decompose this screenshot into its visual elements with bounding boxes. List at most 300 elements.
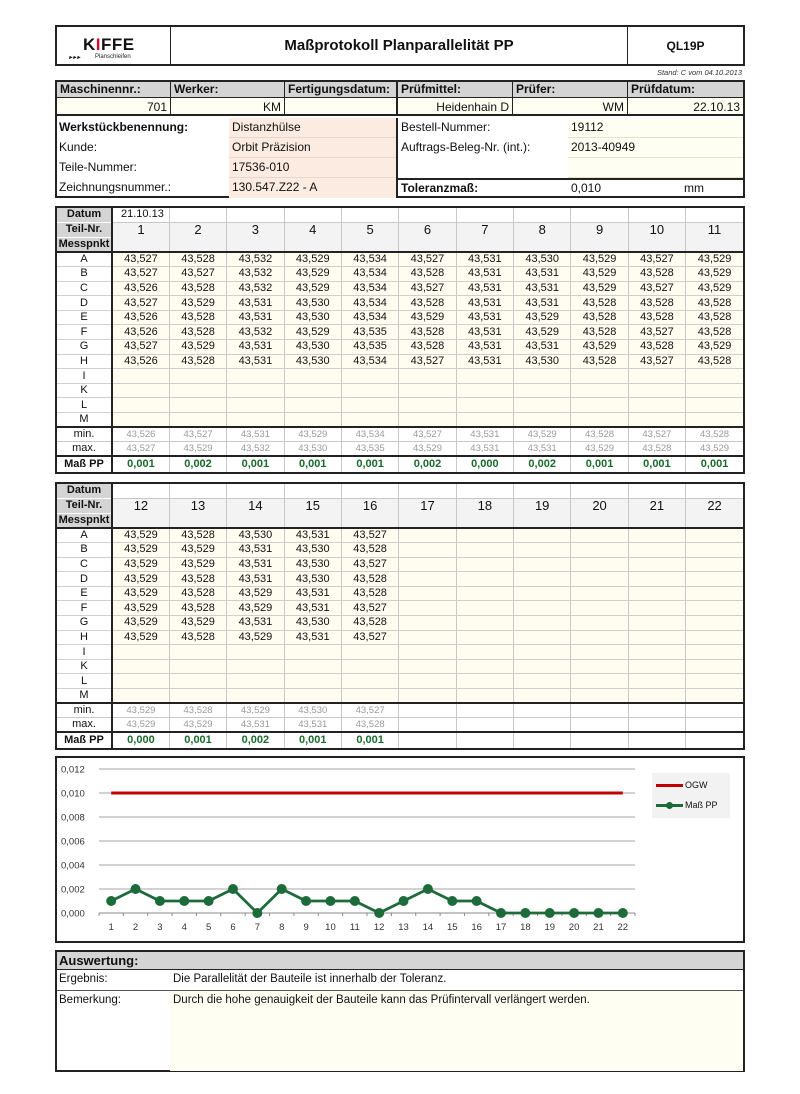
measurement-cell[interactable] (628, 528, 685, 543)
measurement-cell[interactable]: 43,528 (341, 586, 398, 601)
measurement-cell[interactable]: 43,528 (341, 572, 398, 587)
measurement-cell[interactable] (399, 383, 456, 398)
measurement-cell[interactable] (628, 398, 685, 413)
measurement-cell[interactable]: 43,529 (112, 557, 169, 572)
measurement-cell[interactable]: 43,531 (227, 340, 284, 355)
measurement-cell[interactable]: 43,530 (284, 296, 341, 311)
measurement-cell[interactable]: 43,529 (169, 616, 226, 631)
measurement-cell[interactable] (112, 659, 169, 674)
measurement-cell[interactable] (628, 586, 685, 601)
measurement-cell[interactable]: 43,529 (169, 543, 226, 558)
measurement-cell[interactable] (571, 645, 628, 660)
measurement-cell[interactable]: 43,528 (169, 630, 226, 645)
measurement-cell[interactable]: 43,529 (284, 325, 341, 340)
measurement-cell[interactable] (686, 630, 743, 645)
measurement-cell[interactable]: 43,528 (571, 354, 628, 369)
measurement-cell[interactable]: 43,531 (284, 528, 341, 543)
measurement-cell[interactable] (169, 413, 226, 428)
measurement-cell[interactable] (456, 383, 513, 398)
measurement-cell[interactable]: 43,527 (399, 252, 456, 267)
measurement-cell[interactable]: 43,531 (514, 281, 571, 296)
measurement-cell[interactable] (227, 689, 284, 704)
measurement-cell[interactable]: 43,527 (628, 325, 685, 340)
measurement-cell[interactable]: 43,528 (169, 528, 226, 543)
measurement-cell[interactable] (514, 557, 571, 572)
measurement-cell[interactable] (227, 645, 284, 660)
measurement-cell[interactable] (686, 616, 743, 631)
measurement-cell[interactable] (169, 689, 226, 704)
measurement-cell[interactable] (399, 369, 456, 384)
field-pruefmittel[interactable]: Heidenhain D (398, 98, 513, 114)
measurement-cell[interactable]: 43,527 (112, 252, 169, 267)
measurement-cell[interactable] (571, 601, 628, 616)
measurement-cell[interactable]: 43,535 (341, 325, 398, 340)
measurement-cell[interactable] (284, 645, 341, 660)
datum-cell[interactable] (284, 208, 341, 222)
measurement-cell[interactable] (399, 616, 456, 631)
measurement-cell[interactable]: 43,530 (514, 354, 571, 369)
measurement-cell[interactable] (227, 398, 284, 413)
measurement-cell[interactable]: 43,528 (169, 586, 226, 601)
measurement-cell[interactable]: 43,530 (284, 557, 341, 572)
measurement-cell[interactable]: 43,527 (399, 354, 456, 369)
measurement-cell[interactable]: 43,534 (341, 310, 398, 325)
measurement-cell[interactable]: 43,530 (284, 572, 341, 587)
measurement-cell[interactable] (399, 528, 456, 543)
measurement-cell[interactable]: 43,528 (628, 310, 685, 325)
measurement-cell[interactable] (571, 572, 628, 587)
measurement-cell[interactable] (456, 616, 513, 631)
measurement-cell[interactable]: 43,528 (686, 354, 743, 369)
measurement-cell[interactable]: 43,529 (686, 267, 743, 282)
measurement-cell[interactable]: 43,529 (112, 630, 169, 645)
measurement-cell[interactable] (341, 398, 398, 413)
datum-cell[interactable] (169, 484, 226, 498)
measurement-cell[interactable] (571, 674, 628, 689)
measurement-cell[interactable] (571, 557, 628, 572)
datum-cell[interactable] (571, 484, 628, 498)
measurement-cell[interactable] (571, 630, 628, 645)
measurement-cell[interactable] (227, 413, 284, 428)
measurement-cell[interactable]: 43,527 (628, 281, 685, 296)
measurement-cell[interactable] (169, 369, 226, 384)
measurement-cell[interactable] (571, 616, 628, 631)
measurement-cell[interactable]: 43,528 (686, 310, 743, 325)
measurement-cell[interactable] (686, 413, 743, 428)
measurement-cell[interactable] (169, 645, 226, 660)
measurement-cell[interactable] (399, 630, 456, 645)
measurement-cell[interactable]: 43,529 (571, 281, 628, 296)
measurement-cell[interactable]: 43,528 (341, 616, 398, 631)
measurement-cell[interactable] (628, 689, 685, 704)
measurement-cell[interactable] (284, 413, 341, 428)
measurement-cell[interactable] (399, 398, 456, 413)
measurement-cell[interactable] (399, 601, 456, 616)
datum-cell[interactable] (628, 208, 685, 222)
measurement-cell[interactable] (514, 543, 571, 558)
measurement-cell[interactable] (686, 369, 743, 384)
measurement-cell[interactable] (399, 413, 456, 428)
measurement-cell[interactable] (514, 383, 571, 398)
measurement-cell[interactable]: 43,530 (284, 616, 341, 631)
measurement-cell[interactable]: 43,534 (341, 354, 398, 369)
measurement-cell[interactable]: 43,528 (571, 310, 628, 325)
measurement-cell[interactable]: 43,528 (686, 296, 743, 311)
measurement-cell[interactable]: 43,527 (341, 557, 398, 572)
measurement-cell[interactable] (341, 689, 398, 704)
measurement-cell[interactable]: 43,527 (112, 340, 169, 355)
field-teilenummer[interactable]: 17536-010 (229, 158, 396, 178)
measurement-cell[interactable] (514, 659, 571, 674)
measurement-cell[interactable] (571, 659, 628, 674)
measurement-cell[interactable] (628, 383, 685, 398)
measurement-cell[interactable]: 43,529 (514, 325, 571, 340)
measurement-cell[interactable] (686, 528, 743, 543)
measurement-cell[interactable]: 43,528 (341, 543, 398, 558)
measurement-cell[interactable] (571, 369, 628, 384)
measurement-cell[interactable] (686, 659, 743, 674)
field-pruefdatum[interactable]: 22.10.13 (628, 98, 743, 114)
measurement-cell[interactable] (456, 630, 513, 645)
measurement-cell[interactable] (399, 689, 456, 704)
measurement-cell[interactable] (456, 659, 513, 674)
datum-cell[interactable] (227, 484, 284, 498)
measurement-cell[interactable] (571, 689, 628, 704)
measurement-cell[interactable] (628, 413, 685, 428)
measurement-cell[interactable]: 43,531 (284, 630, 341, 645)
measurement-cell[interactable]: 43,529 (227, 601, 284, 616)
measurement-cell[interactable]: 43,529 (112, 528, 169, 543)
measurement-cell[interactable] (686, 398, 743, 413)
measurement-cell[interactable] (456, 543, 513, 558)
measurement-cell[interactable]: 43,529 (571, 267, 628, 282)
measurement-cell[interactable] (112, 413, 169, 428)
measurement-cell[interactable]: 43,531 (456, 340, 513, 355)
measurement-cell[interactable] (686, 383, 743, 398)
measurement-cell[interactable]: 43,528 (686, 325, 743, 340)
measurement-cell[interactable] (628, 543, 685, 558)
field-pruefer[interactable]: WM (513, 98, 628, 114)
measurement-cell[interactable]: 43,529 (399, 310, 456, 325)
measurement-cell[interactable]: 43,531 (456, 354, 513, 369)
measurement-cell[interactable]: 43,529 (514, 310, 571, 325)
measurement-cell[interactable]: 43,531 (284, 586, 341, 601)
measurement-cell[interactable] (571, 528, 628, 543)
measurement-cell[interactable]: 43,532 (227, 325, 284, 340)
measurement-cell[interactable]: 43,531 (514, 340, 571, 355)
measurement-cell[interactable]: 43,528 (169, 572, 226, 587)
measurement-cell[interactable]: 43,535 (341, 340, 398, 355)
measurement-cell[interactable] (456, 601, 513, 616)
measurement-cell[interactable] (456, 398, 513, 413)
measurement-cell[interactable]: 43,527 (628, 252, 685, 267)
measurement-cell[interactable]: 43,528 (169, 325, 226, 340)
measurement-cell[interactable]: 43,528 (399, 267, 456, 282)
measurement-cell[interactable]: 43,529 (112, 586, 169, 601)
measurement-cell[interactable]: 43,531 (456, 252, 513, 267)
datum-cell[interactable] (112, 484, 169, 498)
field-maschine[interactable]: 701 (57, 98, 171, 114)
measurement-cell[interactable] (514, 645, 571, 660)
measurement-cell[interactable] (399, 557, 456, 572)
measurement-cell[interactable] (112, 398, 169, 413)
measurement-cell[interactable]: 43,529 (112, 616, 169, 631)
measurement-cell[interactable] (514, 528, 571, 543)
measurement-cell[interactable] (169, 398, 226, 413)
measurement-cell[interactable] (284, 674, 341, 689)
measurement-cell[interactable] (514, 572, 571, 587)
measurement-cell[interactable]: 43,532 (227, 267, 284, 282)
measurement-cell[interactable] (571, 383, 628, 398)
measurement-cell[interactable] (399, 572, 456, 587)
measurement-cell[interactable] (686, 557, 743, 572)
measurement-cell[interactable] (284, 659, 341, 674)
datum-cell[interactable] (514, 484, 571, 498)
measurement-cell[interactable]: 43,531 (456, 296, 513, 311)
measurement-cell[interactable]: 43,529 (169, 296, 226, 311)
measurement-cell[interactable] (628, 616, 685, 631)
measurement-cell[interactable]: 43,531 (227, 354, 284, 369)
measurement-cell[interactable] (514, 616, 571, 631)
measurement-cell[interactable]: 43,529 (112, 543, 169, 558)
measurement-cell[interactable]: 43,529 (686, 340, 743, 355)
measurement-cell[interactable] (284, 689, 341, 704)
measurement-cell[interactable]: 43,531 (227, 616, 284, 631)
measurement-cell[interactable]: 43,528 (169, 310, 226, 325)
datum-cell[interactable] (686, 484, 743, 498)
measurement-cell[interactable]: 43,528 (571, 325, 628, 340)
measurement-cell[interactable] (456, 413, 513, 428)
measurement-cell[interactable] (341, 413, 398, 428)
measurement-cell[interactable] (571, 413, 628, 428)
measurement-cell[interactable]: 43,529 (571, 252, 628, 267)
measurement-cell[interactable] (456, 572, 513, 587)
measurement-cell[interactable]: 43,532 (227, 281, 284, 296)
measurement-cell[interactable]: 43,529 (112, 572, 169, 587)
measurement-cell[interactable] (628, 601, 685, 616)
measurement-cell[interactable] (341, 659, 398, 674)
measurement-cell[interactable]: 43,527 (112, 267, 169, 282)
measurement-cell[interactable]: 43,526 (112, 325, 169, 340)
measurement-cell[interactable]: 43,531 (284, 601, 341, 616)
measurement-cell[interactable]: 43,528 (169, 601, 226, 616)
measurement-cell[interactable] (686, 572, 743, 587)
measurement-cell[interactable] (628, 369, 685, 384)
measurement-cell[interactable] (514, 413, 571, 428)
field-werker[interactable]: KM (171, 98, 285, 114)
measurement-cell[interactable] (571, 586, 628, 601)
measurement-cell[interactable]: 43,526 (112, 354, 169, 369)
measurement-cell[interactable] (628, 674, 685, 689)
measurement-cell[interactable]: 43,527 (628, 354, 685, 369)
measurement-cell[interactable] (341, 383, 398, 398)
field-toleranz[interactable]: 0,010 (571, 181, 602, 195)
measurement-cell[interactable] (399, 674, 456, 689)
measurement-cell[interactable]: 43,530 (284, 310, 341, 325)
measurement-cell[interactable] (456, 557, 513, 572)
datum-cell[interactable] (227, 208, 284, 222)
field-ergebnis[interactable]: Die Parallelität der Bauteile ist innerhalb der Toleranz. (173, 973, 447, 985)
measurement-cell[interactable]: 43,531 (227, 310, 284, 325)
measurement-cell[interactable]: 43,531 (514, 267, 571, 282)
measurement-cell[interactable] (686, 586, 743, 601)
measurement-cell[interactable] (514, 630, 571, 645)
field-kunde[interactable]: Orbit Präzision (229, 138, 396, 158)
measurement-cell[interactable] (686, 543, 743, 558)
measurement-cell[interactable]: 43,528 (628, 340, 685, 355)
measurement-cell[interactable]: 43,530 (514, 252, 571, 267)
measurement-cell[interactable]: 43,526 (112, 310, 169, 325)
measurement-cell[interactable] (169, 674, 226, 689)
field-fertigungsdatum[interactable] (285, 98, 398, 114)
datum-cell[interactable] (399, 208, 456, 222)
field-bemerkung[interactable]: Durch die hohe genauigkeit der Bauteile kann das Prüfintervall verlängert werden. (170, 991, 743, 1071)
measurement-cell[interactable]: 43,529 (686, 281, 743, 296)
measurement-cell[interactable]: 43,531 (456, 325, 513, 340)
measurement-cell[interactable] (514, 674, 571, 689)
measurement-cell[interactable] (456, 645, 513, 660)
measurement-cell[interactable]: 43,529 (112, 601, 169, 616)
datum-cell[interactable] (341, 208, 398, 222)
measurement-cell[interactable]: 43,534 (341, 267, 398, 282)
measurement-cell[interactable]: 43,529 (169, 340, 226, 355)
measurement-cell[interactable] (112, 674, 169, 689)
measurement-cell[interactable]: 43,527 (112, 296, 169, 311)
measurement-cell[interactable]: 43,529 (169, 557, 226, 572)
measurement-cell[interactable]: 43,528 (628, 296, 685, 311)
measurement-cell[interactable] (686, 674, 743, 689)
measurement-cell[interactable] (571, 398, 628, 413)
measurement-cell[interactable]: 43,528 (169, 354, 226, 369)
measurement-cell[interactable]: 43,528 (628, 267, 685, 282)
measurement-cell[interactable] (571, 543, 628, 558)
datum-cell[interactable] (514, 208, 571, 222)
measurement-cell[interactable]: 43,530 (227, 528, 284, 543)
datum-cell[interactable] (284, 484, 341, 498)
datum-cell[interactable] (686, 208, 743, 222)
measurement-cell[interactable] (686, 689, 743, 704)
datum-cell[interactable] (341, 484, 398, 498)
measurement-cell[interactable]: 43,531 (514, 296, 571, 311)
measurement-cell[interactable]: 43,531 (456, 267, 513, 282)
measurement-cell[interactable]: 43,529 (284, 267, 341, 282)
measurement-cell[interactable] (227, 383, 284, 398)
measurement-cell[interactable] (169, 659, 226, 674)
measurement-cell[interactable]: 43,534 (341, 252, 398, 267)
measurement-cell[interactable] (514, 586, 571, 601)
measurement-cell[interactable] (686, 601, 743, 616)
field-bestellnummer[interactable]: 19112 (568, 118, 743, 138)
measurement-cell[interactable]: 43,529 (686, 252, 743, 267)
measurement-cell[interactable] (628, 659, 685, 674)
measurement-cell[interactable]: 43,529 (227, 586, 284, 601)
measurement-cell[interactable] (399, 586, 456, 601)
measurement-cell[interactable] (628, 630, 685, 645)
measurement-cell[interactable] (686, 645, 743, 660)
measurement-cell[interactable] (112, 383, 169, 398)
measurement-cell[interactable]: 43,534 (341, 296, 398, 311)
measurement-cell[interactable]: 43,532 (227, 252, 284, 267)
measurement-cell[interactable] (628, 645, 685, 660)
measurement-cell[interactable]: 43,530 (284, 340, 341, 355)
measurement-cell[interactable] (227, 674, 284, 689)
measurement-cell[interactable] (227, 369, 284, 384)
measurement-cell[interactable] (456, 528, 513, 543)
measurement-cell[interactable] (456, 689, 513, 704)
measurement-cell[interactable]: 43,528 (399, 325, 456, 340)
measurement-cell[interactable] (112, 645, 169, 660)
measurement-cell[interactable] (399, 543, 456, 558)
measurement-cell[interactable] (514, 369, 571, 384)
measurement-cell[interactable]: 43,530 (284, 354, 341, 369)
datum-cell[interactable]: 21.10.13 (112, 208, 169, 222)
measurement-cell[interactable]: 43,531 (227, 543, 284, 558)
measurement-cell[interactable]: 43,527 (341, 630, 398, 645)
field-empty[interactable] (568, 158, 743, 178)
measurement-cell[interactable]: 43,528 (169, 252, 226, 267)
datum-cell[interactable] (456, 484, 513, 498)
measurement-cell[interactable]: 43,530 (284, 543, 341, 558)
measurement-cell[interactable] (112, 689, 169, 704)
measurement-cell[interactable]: 43,529 (571, 340, 628, 355)
measurement-cell[interactable]: 43,529 (284, 281, 341, 296)
field-auftragsbeleg[interactable]: 2013-40949 (568, 138, 743, 158)
measurement-cell[interactable]: 43,531 (227, 557, 284, 572)
measurement-cell[interactable]: 43,529 (227, 630, 284, 645)
measurement-cell[interactable] (284, 398, 341, 413)
measurement-cell[interactable] (456, 674, 513, 689)
measurement-cell[interactable] (514, 601, 571, 616)
measurement-cell[interactable]: 43,527 (169, 267, 226, 282)
measurement-cell[interactable] (341, 369, 398, 384)
measurement-cell[interactable] (341, 645, 398, 660)
measurement-cell[interactable]: 43,528 (571, 296, 628, 311)
measurement-cell[interactable]: 43,527 (399, 281, 456, 296)
measurement-cell[interactable]: 43,528 (169, 281, 226, 296)
field-zeichnungsnummer[interactable]: 130.547.Z22 - A (229, 178, 396, 198)
measurement-cell[interactable] (284, 369, 341, 384)
measurement-cell[interactable]: 43,531 (456, 281, 513, 296)
measurement-cell[interactable]: 43,528 (399, 296, 456, 311)
measurement-cell[interactable] (399, 645, 456, 660)
measurement-cell[interactable]: 43,531 (456, 310, 513, 325)
measurement-cell[interactable]: 43,531 (227, 296, 284, 311)
datum-cell[interactable] (628, 484, 685, 498)
datum-cell[interactable] (169, 208, 226, 222)
measurement-cell[interactable] (514, 689, 571, 704)
measurement-cell[interactable] (399, 659, 456, 674)
measurement-cell[interactable] (112, 369, 169, 384)
field-werkstueck[interactable]: Distanzhülse (229, 118, 396, 138)
measurement-cell[interactable] (456, 586, 513, 601)
measurement-cell[interactable] (284, 383, 341, 398)
measurement-cell[interactable]: 43,527 (341, 528, 398, 543)
measurement-cell[interactable]: 43,534 (341, 281, 398, 296)
datum-cell[interactable] (571, 208, 628, 222)
measurement-cell[interactable]: 43,526 (112, 281, 169, 296)
measurement-cell[interactable]: 43,528 (399, 340, 456, 355)
measurement-cell[interactable] (341, 674, 398, 689)
datum-cell[interactable] (399, 484, 456, 498)
measurement-cell[interactable]: 43,531 (227, 572, 284, 587)
measurement-cell[interactable] (169, 383, 226, 398)
measurement-cell[interactable] (227, 659, 284, 674)
measurement-cell[interactable] (628, 557, 685, 572)
measurement-cell[interactable] (456, 369, 513, 384)
measurement-cell[interactable] (514, 398, 571, 413)
datum-cell[interactable] (456, 208, 513, 222)
measurement-cell[interactable] (628, 572, 685, 587)
